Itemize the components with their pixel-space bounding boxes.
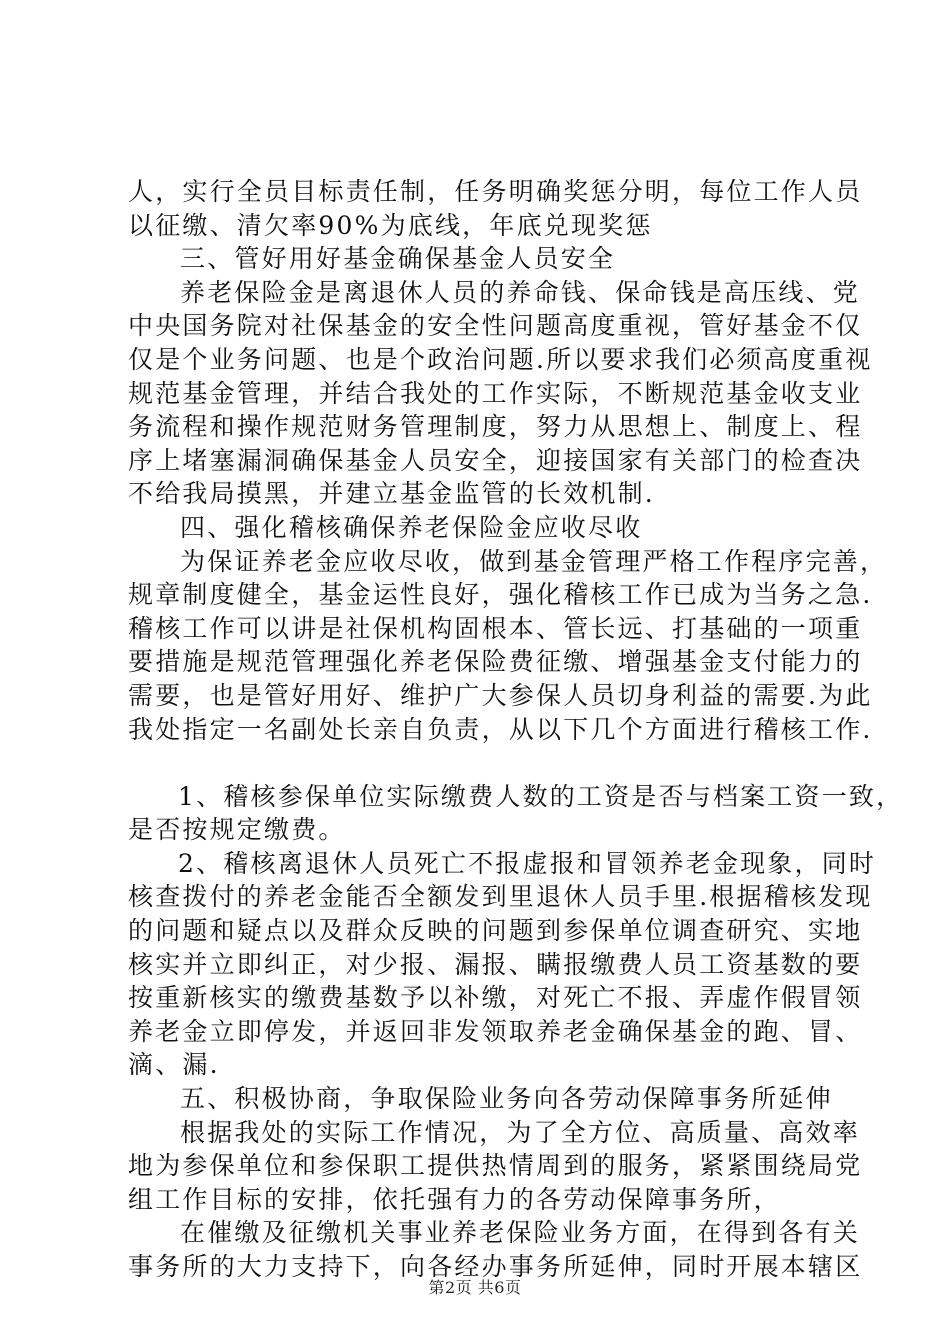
paragraph-line: 养老金立即停发，并返回非发领取养老金确保基金的跑、冒、 [128, 1016, 863, 1046]
list-item: 2、稽核离退休人员死亡不报虚报和冒领养老金现象，同时 [178, 848, 877, 878]
paragraph-line: 的问题和疑点以及群众反映的问题到参保单位调查研究、实地 [128, 916, 863, 946]
section-heading: 三、管好用好基金确保基金人员安全 [180, 244, 616, 274]
paragraph-line: 务流程和操作规范财务管理制度，努力从思想上、制度上、程 [128, 412, 863, 442]
paragraph-line: 为保证养老金应收尽收，做到基金管理严格工作程序完善， [180, 546, 888, 576]
paragraph-line: 滴、漏. [128, 1050, 220, 1080]
paragraph-line: 稽核工作可以讲是社保机构固根本、管长远、打基础的一项重 [128, 613, 863, 643]
paragraph-line: 以征缴、清欠率90%为底线，年底兑现奖惩 [128, 210, 653, 240]
paragraph-line: 规范基金管理，并结合我处的工作实际，不断规范基金收支业 [128, 378, 863, 408]
paragraph-line: 我处指定一名副处长亲自负责，从以下几个方面进行稽核工作. [128, 714, 873, 744]
document-body [128, 175, 904, 1284]
paragraph-line: 养老保险金是离退休人员的养命钱、保命钱是高压线、党 [180, 277, 861, 307]
paragraph-line: 要措施是规范管理强化养老保险费征缴、增强基金支付能力的 [128, 647, 863, 677]
paragraph-line: 按重新核实的缴费基数予以补缴，对死亡不报、弄虚作假冒领 [128, 983, 863, 1013]
paragraph-line: 不给我局摸黑，并建立基金监管的长效机制. [128, 479, 655, 509]
paragraph-line: 在催缴及征缴机关事业养老保险业务方面，在得到各有关 [180, 1218, 861, 1248]
paragraph-line: 需要，也是管好用好、维护广大参保人员切身利益的需要.为此 [128, 680, 873, 710]
paragraph-line: 事务所的大力支持下，向各经办事务所延伸，同时开展本辖区 [128, 1252, 863, 1281]
paragraph-line: 根据我处的实际工作情况，为了全方位、高质量、高效率 [180, 1117, 861, 1147]
paragraph-line: 核查拨付的养老金能否全额发到里退休人员手里.根据稽核发现 [128, 882, 873, 912]
paragraph-line: 规章制度健全，基金运性良好，强化稽核工作已成为当务之急. [128, 580, 873, 610]
paragraph-line: 是否按规定缴费。 [128, 815, 346, 845]
section-heading: 五、积极协商，争取保险业务向各劳动保障事务所延伸 [180, 1084, 833, 1114]
list-item: 1、稽核参保单位实际缴费人数的工资是否与档案工资一致， [178, 781, 904, 811]
paragraph-line: 仅是个业务问题、也是个政治问题.所以要求我们必须高度重视 [128, 344, 873, 374]
paragraph-line: 人，实行全员目标责任制，任务明确奖惩分明，每位工作人员 [128, 177, 863, 206]
paragraph-line: 组工作目标的安排，依托强有力的各劳动保障事务所， [128, 1184, 781, 1214]
blank-line [128, 746, 828, 780]
paragraph-line: 序上堵塞漏洞确保基金人员安全，迎接国家有关部门的检查决 [128, 445, 863, 475]
paragraph-line: 地为参保单位和参保职工提供热情周到的服务，紧紧围绕局党 [128, 1151, 863, 1181]
section-heading: 四、强化稽核确保养老保险金应收尽收 [180, 512, 643, 542]
paragraph-line: 中央国务院对社保基金的安全性问题高度重视，管好基金不仅 [128, 311, 863, 341]
paragraph-line: 核实并立即纠正，对少报、漏报、瞒报缴费人员工资基数的要 [128, 949, 863, 979]
page-number-footer: 第2页 共6页 [428, 1278, 522, 1297]
